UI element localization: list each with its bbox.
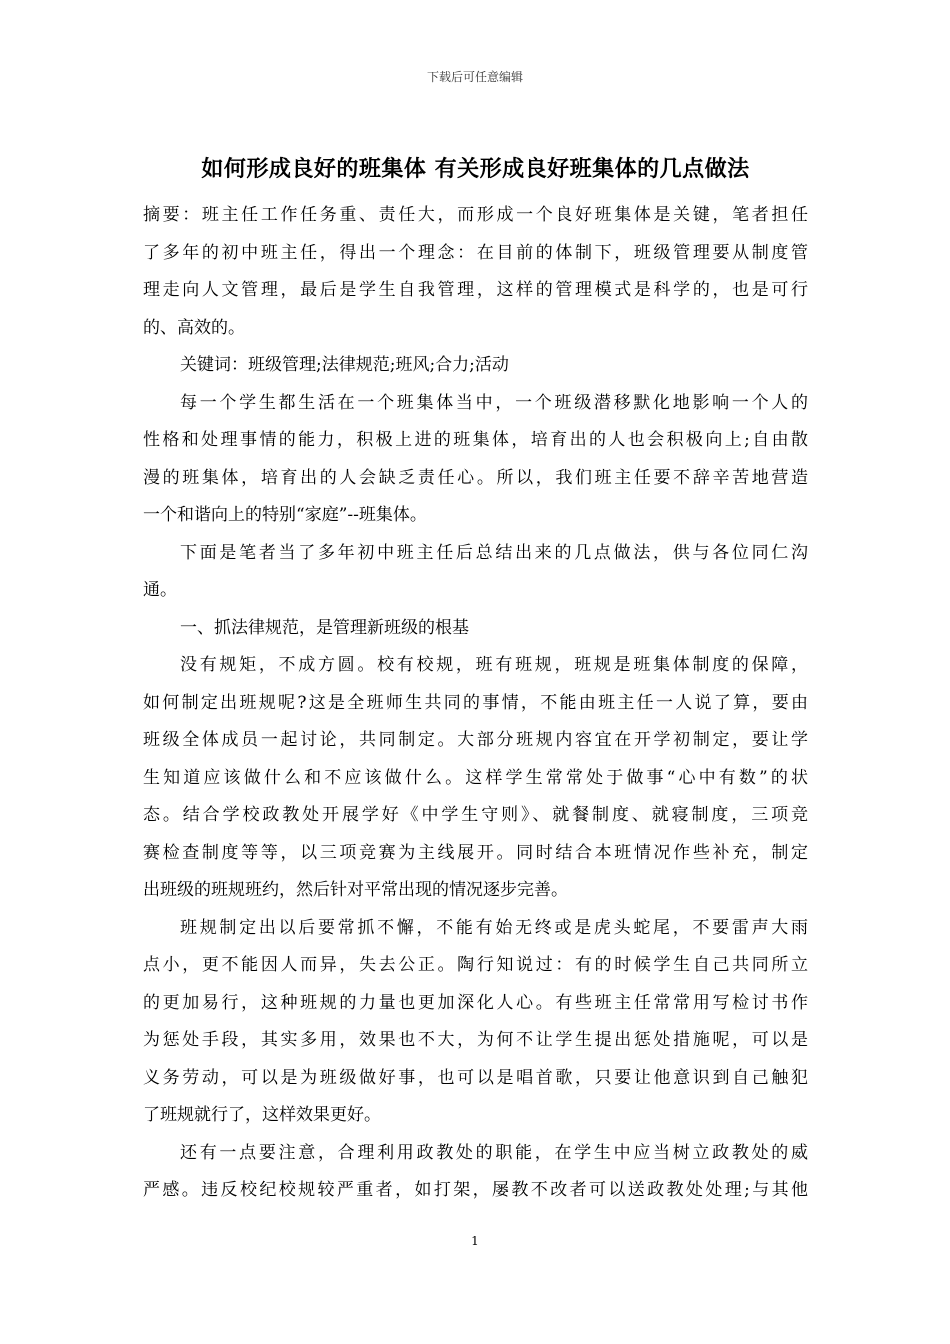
text-line: 班级全体成员一起讨论，共同制定。大部分班规内容宜在开学初制定，要让学 <box>143 730 808 750</box>
text-line: 生知道应该做什么和不应该做什么。这样学生常常处于做事“心中有数”的状 <box>143 767 808 788</box>
text-line: 关键词：班级管理;法律规范;班风;合力;活动 <box>180 355 509 375</box>
text-line: 态。结合学校政教处开展学好《中学生守则》、就餐制度、就寝制度，三项竞 <box>143 805 808 825</box>
text-line: 的更加易行，这种班规的力量也更加深化人心。有些班主任常常用写检讨书作 <box>143 992 808 1013</box>
text-line: 为惩处手段，其实多用，效果也不大，为何不让学生提出惩处措施呢，可以是 <box>143 1030 808 1050</box>
text-line: 一个和谐向上的特别“家庭”--班集体。 <box>143 505 427 525</box>
text-line: 点小，更不能因人而异，失去公正。陶行知说过：有的时候学生自己共同所立 <box>143 955 808 975</box>
text-line: 还有一点要注意，合理利用政教处的职能，在学生中应当树立政教处的威 <box>180 1142 808 1163</box>
text-line: 了班规就行了，这样效果更好。 <box>143 1105 381 1125</box>
text-line: 理走向人文管理，最后是学生自我管理，这样的管理模式是科学的，也是可行 <box>143 280 808 300</box>
text-line: 如何制定出班规呢?这是全班师生共同的事情，不能由班主任一人说了算，要由 <box>143 692 808 713</box>
text-line: 的、高效的。 <box>143 317 245 338</box>
text-line: 漫的班集体，培育出的人会缺乏责任心。所以，我们班主任要不辞辛苦地营造 <box>143 467 808 488</box>
document-body <box>143 197 808 1210</box>
document-title: 如何形成良好的班集体 有关形成良好班集体的几点做法 <box>201 156 750 182</box>
text-line: 下面是笔者当了多年初中班主任后总结出来的几点做法，供与各位同仁沟 <box>180 542 808 563</box>
header-note: 下载后可任意编辑 <box>426 70 523 84</box>
text-line: 性格和处理事情的能力，积极上进的班集体，培育出的人也会积极向上;自由散 <box>143 430 808 450</box>
text-line: 一、抓法律规范，是管理新班级的根基 <box>180 617 469 638</box>
text-line: 出班级的班规班约，然后针对平常出现的情况逐步完善。 <box>143 880 568 900</box>
text-line: 赛检查制度等等，以三项竞赛为主线展开。同时结合本班情况作些补充，制定 <box>143 842 808 863</box>
text-line: 通。 <box>143 580 177 600</box>
text-line: 每一个学生都生活在一个班集体当中，一个班级潜移默化地影响一个人的 <box>180 392 808 413</box>
text-line: 没有规矩，不成方圆。校有校规，班有班规，班规是班集体制度的保障， <box>180 655 808 675</box>
page-number: 1 <box>471 1234 479 1248</box>
text-line: 了多年的初中班主任，得出一个理念：在目前的体制下，班级管理要从制度管 <box>143 242 808 263</box>
text-line: 义务劳动，可以是为班级做好事，也可以是唱首歌，只要让他意识到自己触犯 <box>143 1067 808 1088</box>
text-line: 班规制定出以后要常抓不懈，不能有始无终或是虎头蛇尾，不要雷声大雨 <box>180 917 808 938</box>
text-line: 严感。违反校纪校规较严重者，如打架，屡教不改者可以送政教处处理;与其他 <box>143 1180 808 1200</box>
text-line: 摘要：班主任工作任务重、责任大，而形成一个良好班集体是关键，笔者担任 <box>143 205 808 225</box>
